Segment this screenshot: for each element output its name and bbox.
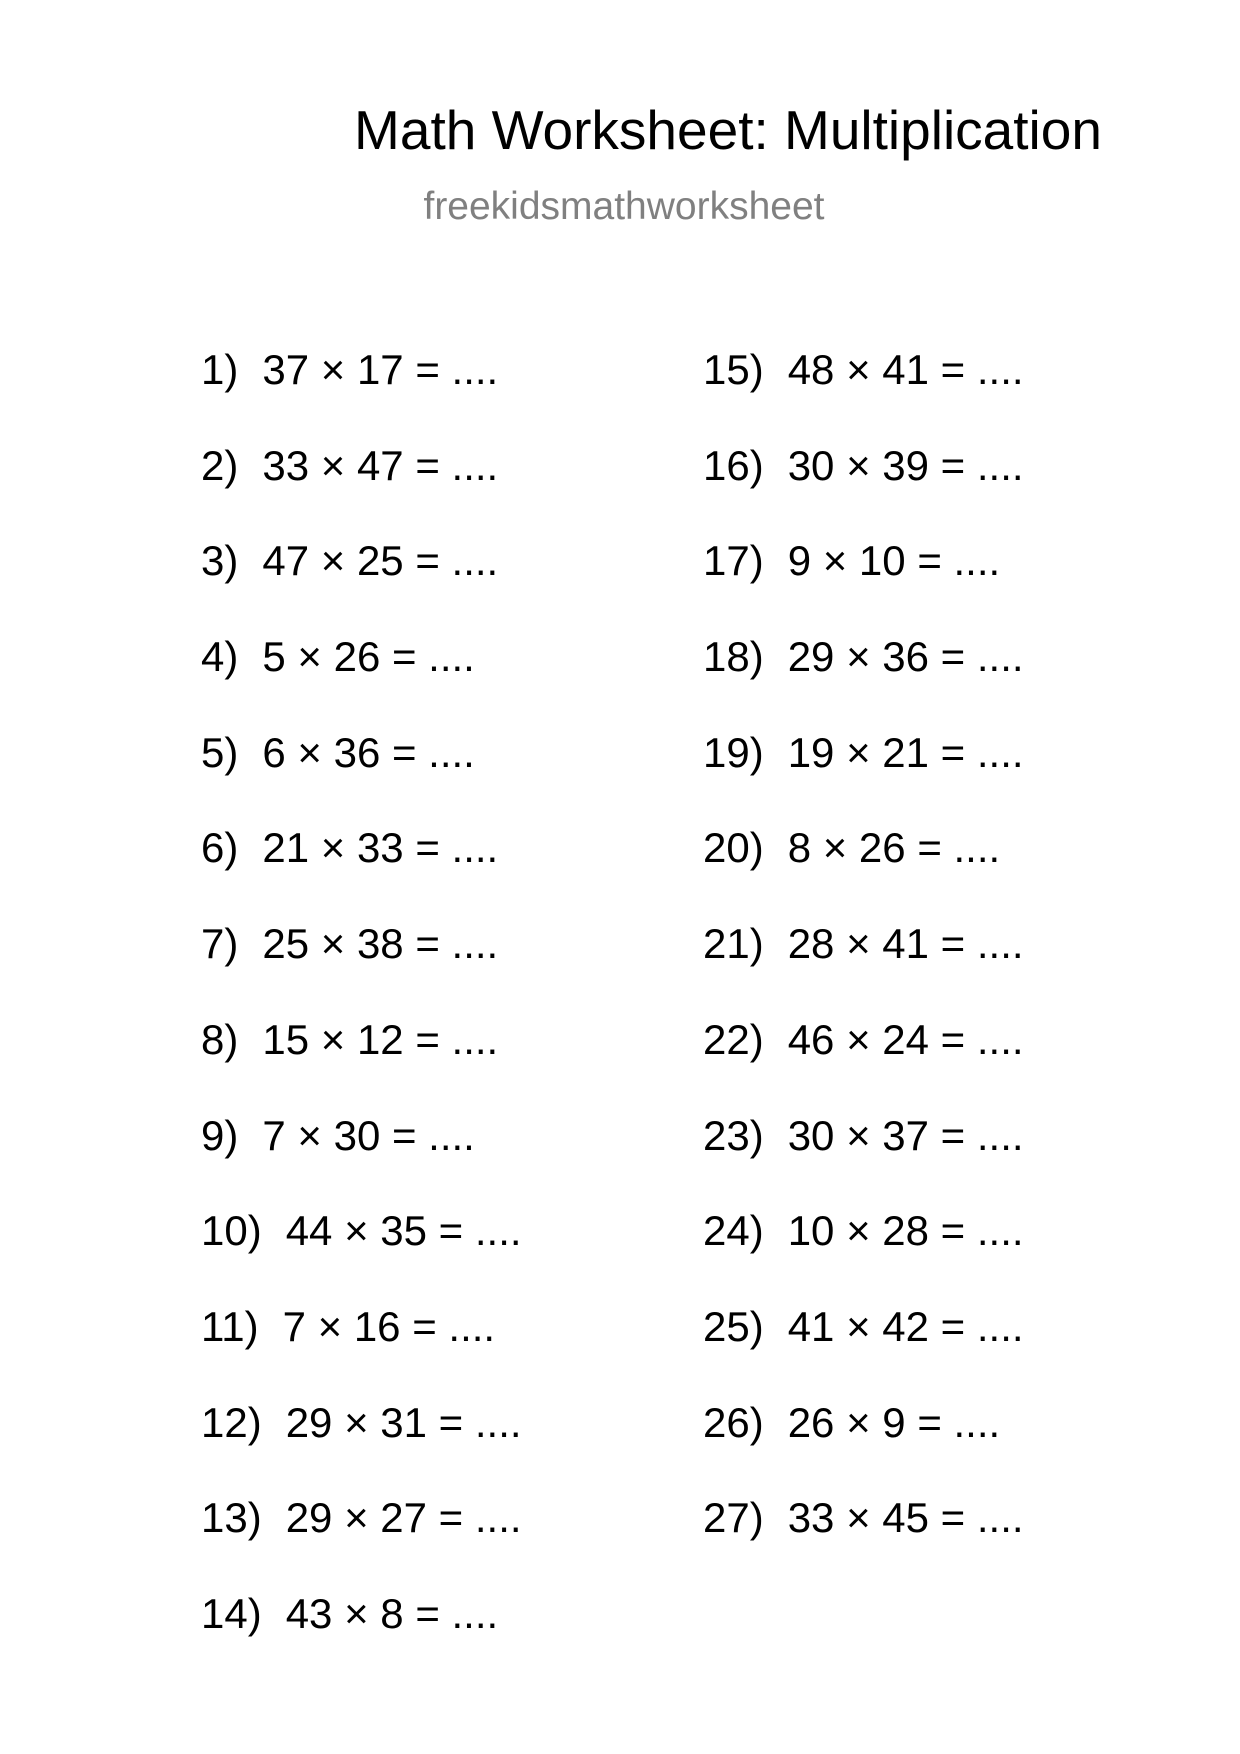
problem-expression: 37 × 17 = .... (262, 346, 499, 393)
problem-number: 8) (201, 1015, 239, 1063)
problem-item (201, 1590, 641, 1686)
problem-number: 25) (703, 1302, 764, 1350)
problem-item (703, 1303, 1143, 1399)
problem-number: 23) (703, 1111, 764, 1159)
problem-expression: 10 × 28 = .... (787, 1207, 1024, 1255)
problem-item (703, 537, 1143, 633)
problem-number: 11) (201, 1302, 259, 1350)
problem-number: 6) (201, 824, 239, 872)
problem-column-right (703, 346, 1143, 1590)
problem-expression: 33 × 47 = .... (262, 441, 499, 489)
problem-expression: 9 × 10 = .... (787, 537, 1001, 585)
problem-item (703, 920, 1143, 1016)
problem-number: 13) (201, 1494, 262, 1542)
problem-number: 22) (703, 1015, 764, 1063)
problem-expression: 29 × 31 = .... (285, 1398, 522, 1446)
problem-item (201, 537, 641, 633)
problem-item (201, 824, 641, 920)
problem-expression: 30 × 39 = .... (787, 441, 1024, 489)
problem-item (201, 1112, 641, 1208)
problem-expression: 19 × 21 = .... (787, 728, 1024, 776)
problem-number: 4) (201, 633, 239, 681)
problem-expression: 29 × 36 = .... (787, 633, 1024, 681)
problem-number: 20) (703, 824, 764, 872)
problem-item (703, 1016, 1143, 1112)
problem-number: 26) (703, 1398, 764, 1446)
problem-item (703, 1399, 1143, 1495)
problem-expression: 29 × 27 = .... (285, 1494, 522, 1542)
problem-expression: 33 × 45 = .... (787, 1494, 1024, 1542)
problem-item (201, 346, 641, 442)
problem-expression: 15 × 12 = .... (262, 1015, 499, 1063)
problem-expression: 26 × 9 = .... (787, 1398, 1001, 1446)
problem-item (703, 1207, 1143, 1303)
problem-item (703, 729, 1143, 825)
problem-number: 7) (201, 920, 239, 968)
problem-item (201, 1303, 641, 1399)
problem-number: 2) (201, 441, 239, 489)
problem-expression: 48 × 41 = .... (787, 346, 1024, 393)
problem-expression: 47 × 25 = .... (262, 537, 499, 585)
problem-item (201, 442, 641, 538)
problem-expression: 6 × 36 = .... (262, 728, 475, 776)
problem-expression: 25 × 38 = .... (262, 920, 499, 968)
problem-item (201, 920, 641, 1016)
problem-number: 10) (201, 1207, 262, 1255)
problem-number: 17) (703, 537, 764, 585)
problem-expression: 43 × 8 = .... (285, 1589, 499, 1637)
problem-item (201, 633, 641, 729)
problem-expression: 7 × 16 = .... (282, 1302, 496, 1350)
problem-item (703, 346, 1143, 442)
problem-column-left (201, 346, 641, 1686)
problem-item (703, 824, 1143, 920)
problem-item (201, 1207, 641, 1303)
problem-expression: 30 × 37 = .... (787, 1111, 1024, 1159)
problem-expression: 21 × 33 = .... (262, 824, 499, 872)
problem-item (703, 1494, 1143, 1590)
problem-number: 1) (201, 346, 239, 393)
problem-expression: 28 × 41 = .... (787, 920, 1024, 968)
problem-expression: 7 × 30 = .... (262, 1111, 475, 1159)
problem-expression: 8 × 26 = .... (787, 824, 1001, 872)
problem-item (201, 1016, 641, 1112)
problem-number: 18) (703, 633, 764, 681)
problem-number: 3) (201, 537, 239, 585)
problem-number: 15) (703, 346, 764, 393)
problem-number: 24) (703, 1207, 764, 1255)
problem-expression: 46 × 24 = .... (787, 1015, 1024, 1063)
problem-number: 16) (703, 441, 764, 489)
problem-number: 5) (201, 728, 239, 776)
problem-expression: 5 × 26 = .... (262, 633, 475, 681)
problem-expression: 44 × 35 = .... (285, 1207, 522, 1255)
problem-number: 21) (703, 920, 764, 968)
problem-item (703, 633, 1143, 729)
problem-item (201, 1494, 641, 1590)
problem-number: 12) (201, 1398, 262, 1446)
problem-number: 19) (703, 728, 764, 776)
problem-number: 9) (201, 1111, 239, 1159)
problem-number: 27) (703, 1494, 764, 1542)
page-subtitle: freekidsmathworksheet (423, 185, 825, 228)
problem-item (201, 729, 641, 825)
problem-item (703, 1112, 1143, 1208)
problem-expression: 41 × 42 = .... (787, 1302, 1024, 1350)
page-title: Math Worksheet: Multiplication (354, 99, 1102, 161)
problem-item (703, 442, 1143, 538)
problem-number: 14) (201, 1589, 262, 1637)
problem-item (201, 1399, 641, 1495)
